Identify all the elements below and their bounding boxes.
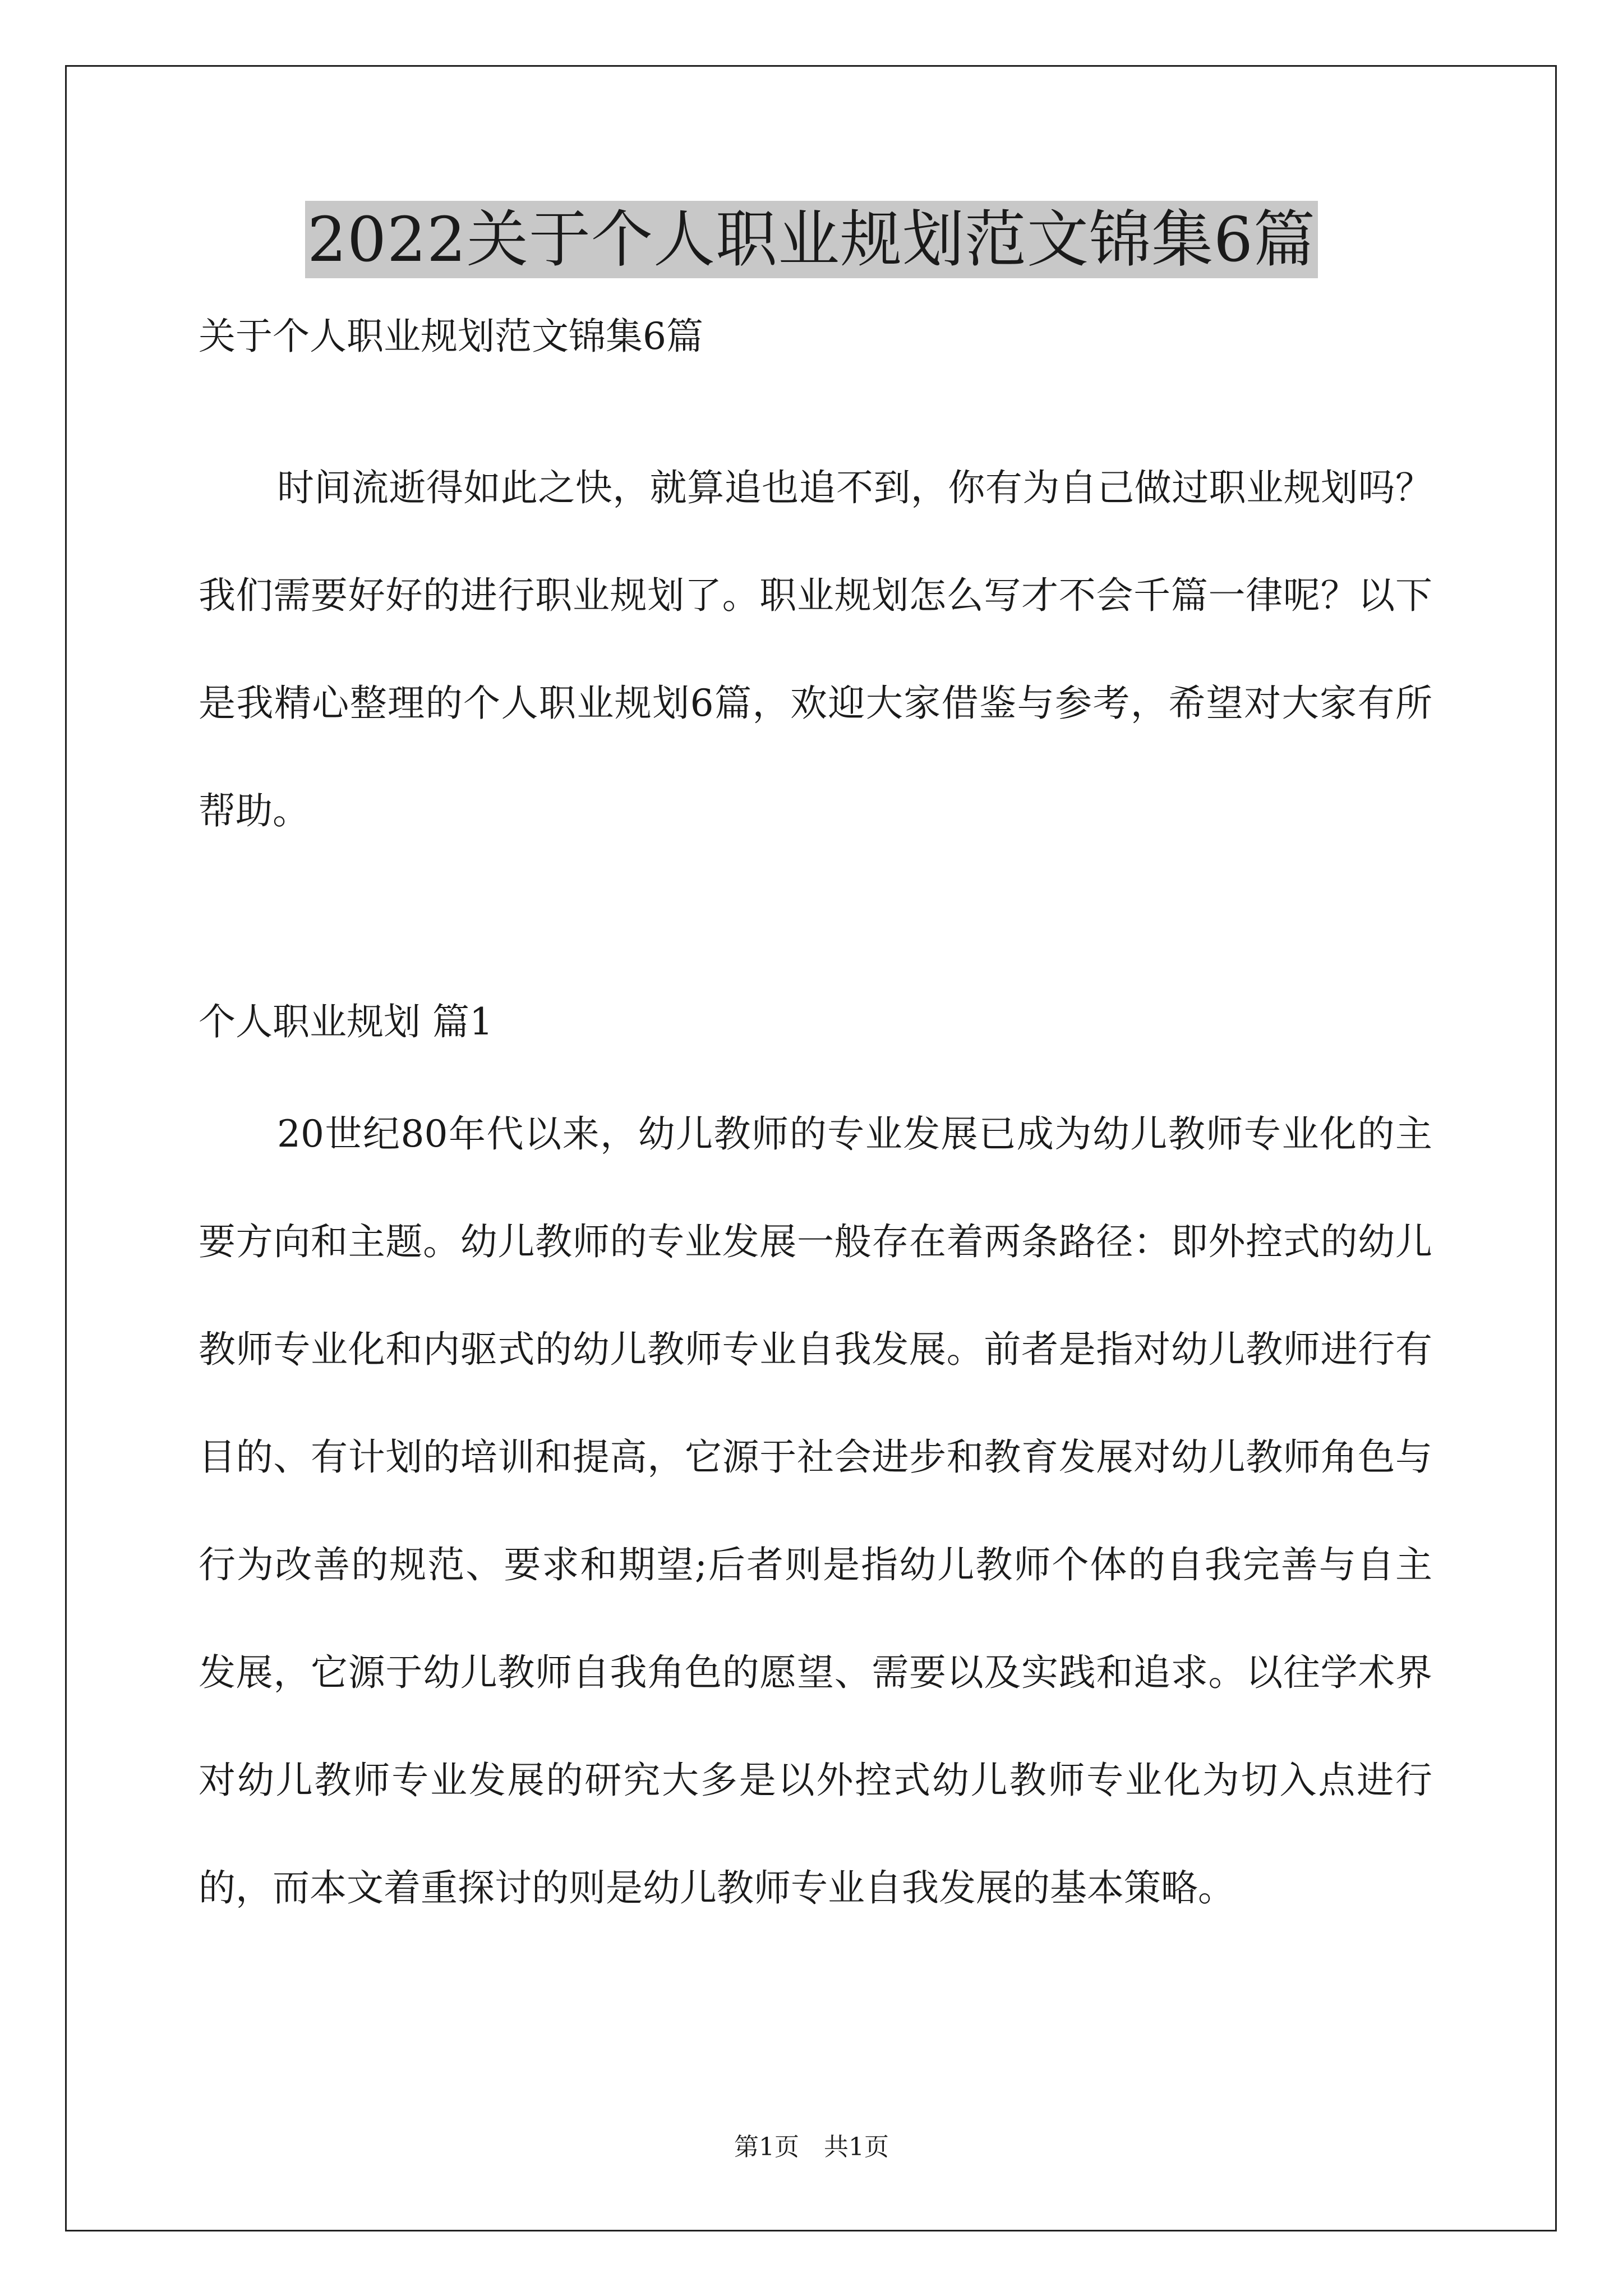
page-footer: 第1页 共1页 [734,2133,889,2161]
document-subtitle: 关于个人职业规划范文锦集6篇 [199,315,703,358]
title-container [0,201,1623,278]
section-paragraph: 20世纪80年代以来，幼儿教师的专业发展已成为幼儿教师专业化的主要方向和主题。幼儿教师的专业发展一般存在着两条路径：即外控式的幼儿教师专业化和内驱式的幼儿教师专业自我发展。前者是指对幼儿教师进行有目的、有计划的培训和提高，它源于社会进步和教育发展对幼儿教师角色与行为改善的规范、要求和期望;后者则是指幼儿教师个体的自我完善与自主发展，它源于幼儿教师自我角色的愿望、需要以及实践和追求。以往学术界对幼儿教师专业发展的研究大多是以外控式幼儿教师专业化为切入点进行的，而本文着重探讨的则是幼儿教师专业自我发展的基本策略。 [199,1112,1432,1910]
document-title: 2022关于个人职业规划范文锦集6篇 [305,201,1318,278]
intro-paragraph: 时间流逝得如此之快，就算追也追不到，你有为自己做过职业规划吗？我们需要好好的进行职业规划了。职业规划怎么写才不会千篇一律呢？以下是我精心整理的个人职业规划6篇，欢迎大家借鉴与参考，希望对大家有所帮助。 [199,466,1432,832]
section-heading: 个人职业规划 篇1 [199,1000,493,1043]
